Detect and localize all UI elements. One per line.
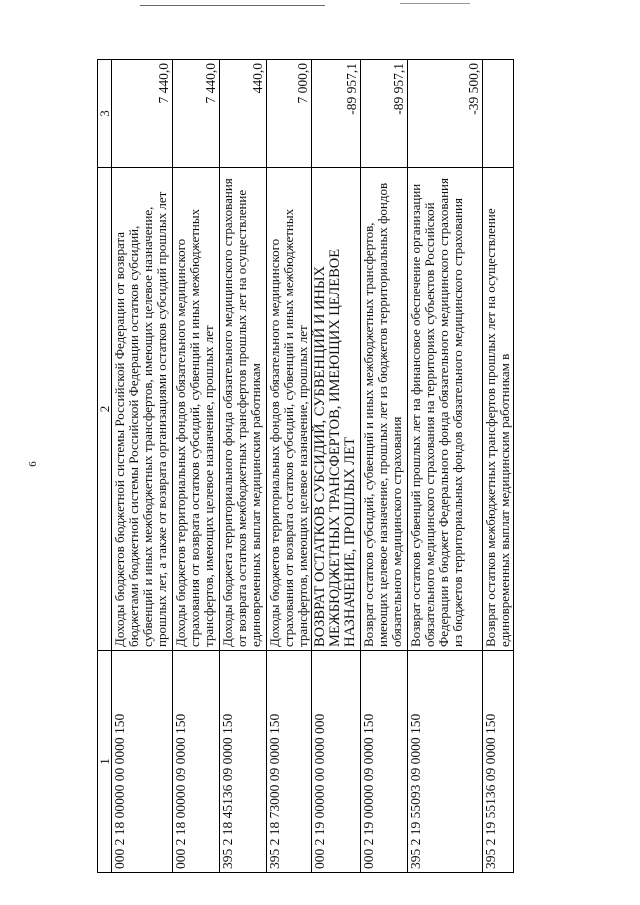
row-code: 395 2 18 45136 09 0000 150 (220, 651, 267, 873)
row-code: 000 2 18 00000 00 0000 150 (112, 651, 173, 873)
row-code: 395 2 19 55136 09 0000 150 (483, 651, 514, 873)
row-code: 395 2 19 55093 09 0000 150 (408, 651, 483, 873)
row-amount: -89 957,1 (361, 60, 408, 168)
column-header-description: 2 (98, 168, 112, 651)
row-code: 000 2 19 00000 00 0000 000 (312, 651, 361, 873)
table-row (173, 60, 220, 873)
row-description: Доходы бюджетов территориальных фондов обязательного медицинского страхования от возврата остатков субсидий, субвенций и иных межбюджетных трансфертов, имеющих целевое назначение, прошлых лет (173, 168, 220, 651)
row-description: ВОЗВРАТ ОСТАТКОВ СУБСИДИЙ, СУБВЕНЦИЙ И ИНЫХ МЕЖБЮДЖЕТНЫХ ТРАНСФЕРТОВ, ИМЕЮЩИХ ЦЕЛЕВОЕ НАЗНАЧЕНИЕ, ПРОШЛЫХ ЛЕТ (312, 168, 361, 651)
row-amount: 7 000,0 (267, 60, 312, 168)
row-amount: -39 500,0 (408, 60, 483, 168)
table-row (112, 60, 173, 873)
row-code: 000 2 19 00000 09 0000 150 (361, 651, 408, 873)
row-amount: 440,0 (220, 60, 267, 168)
table-row (408, 60, 483, 873)
page-number: 6 (26, 461, 39, 467)
table-row (267, 60, 312, 873)
column-header-amount: 3 (98, 60, 112, 168)
rotated-table-container (97, 60, 542, 873)
row-amount: -89 957,1 (312, 60, 361, 168)
row-description: Доходы бюджетов территориальных фондов обязательного медицинского страхования от возврата остатков субсидий, субвенций и иных межбюджетных трансфертов, имеющих целевое назначение, прошлых лет (267, 168, 312, 651)
scan-artifact-line (400, 3, 470, 4)
table-header-row (98, 60, 112, 873)
budget-revenue-table (97, 59, 514, 873)
row-description: Возврат остатков субвенций прошлых лет на финансовое обеспечение организации обязательного медицинского страхования на территориях субъектов Российской Федерации в бюджет Федерального фонда обязательного медицинского страхования из бюджетов территориальных фондов обязательного медицинского страхования (408, 168, 483, 651)
row-amount: 7 440,0 (112, 60, 173, 168)
scan-artifact-line (140, 5, 325, 6)
table-row (361, 60, 408, 873)
row-description: Доходы бюджета территориального фонда обязательного медицинского страхования от возврата остатков межбюджетных трансфертов прошлых лет на осуществление единовременных выплат медицинским работникам (220, 168, 267, 651)
row-description: Возврат остатков межбюджетных трансфертов прошлых лет на осуществление единовременных выплат медицинским работникам в (483, 168, 514, 651)
row-description: Возврат остатков субсидий, субвенций и иных межбюджетных трансфертов, имеющих целевое назначение, прошлых лет из бюджетов территориальных фондов обязательного медицинского страхования (361, 168, 408, 651)
row-description: Доходы бюджетов бюджетной системы Российской Федерации от возврата бюджетами бюджетной системы Российской Федерации остатков субсидий, субвенций и иных межбюджетных трансфертов, имеющих целевое назначение, прошлых лет, а также от возврата организациями остатков субсидий прошлых лет (112, 168, 173, 651)
row-code: 395 2 18 73000 09 0000 150 (267, 651, 312, 873)
row-amount (483, 60, 514, 168)
table-row (220, 60, 267, 873)
table-row (483, 60, 514, 873)
row-amount: 7 440,0 (173, 60, 220, 168)
row-code: 000 2 18 00000 09 0000 150 (173, 651, 220, 873)
table-row (312, 60, 361, 873)
column-header-code: 1 (98, 651, 112, 873)
